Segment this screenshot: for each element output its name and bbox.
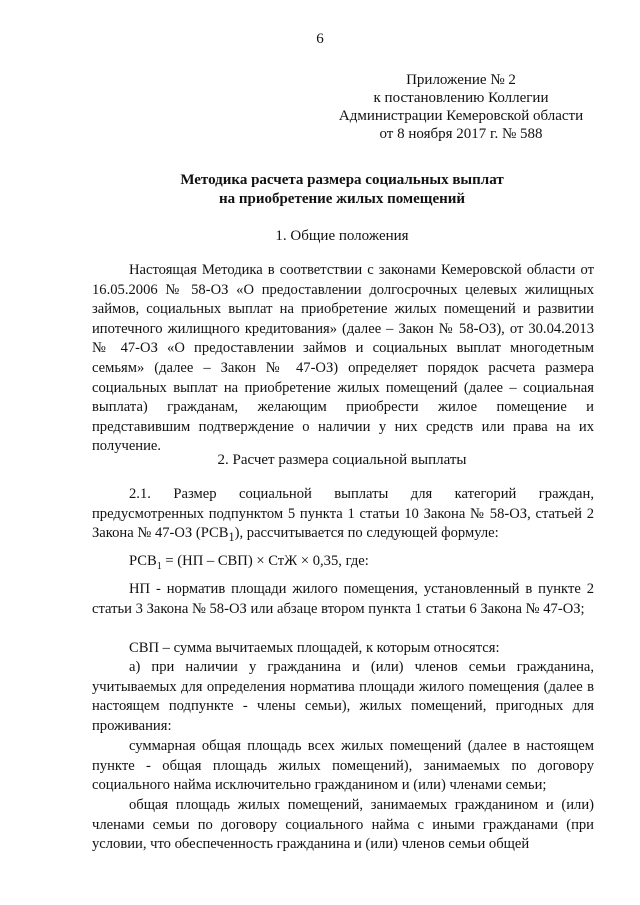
appendix-line-1: Приложение № 2: [406, 72, 516, 88]
document-title: [92, 171, 592, 209]
section-2-heading: 2. Расчет размера социальной выплаты: [217, 452, 467, 468]
formula-subscript: 1: [156, 560, 162, 572]
paragraph-2-1-text: 2.1. Размер социальной выплаты для категорий граждан, предусмотренных подпунктом 5 пункта 1 статьи 10 Закона № 58-ОЗ, статьей 2 Закона № 47-ОЗ (РСВ: [92, 486, 594, 542]
section-1-heading: 1. Общие положения: [275, 228, 409, 244]
paragraph-2-1-end: ), рассчитывается по следующей формуле:: [234, 525, 499, 542]
appendix-line-2: к постановлению Коллегии: [373, 90, 549, 106]
paragraph-2-1: [92, 485, 594, 548]
page-number: 6: [316, 31, 324, 47]
appendix-line-4: от 8 ноября 2017 г. № 588: [379, 126, 543, 142]
svp-definition: СВП – сумма вычитаемых площадей, к которым относятся:: [129, 640, 500, 656]
formula: [129, 552, 369, 572]
document-title-line-2: на приобретение жилых помещений: [218, 191, 466, 207]
appendix-block: [330, 71, 592, 143]
item-total-area: суммарная общая площадь всех жилых помещений (далее в настоящем пункте - общая площадь жилых помещений), занимаемых по договору социального найма исключительно гражданином и (или) членами семьи;: [92, 738, 594, 794]
item-a: а) при наличии у гражданина и (или) членов семьи гражданина, учитываемых для определения норматива площади жилого помещения (далее в настоящем подпункте - члены семьи), жилых помещений, пригодных для проживания:: [92, 659, 594, 734]
item-shared-area: общая площадь жилых помещений, занимаемых гражданином и (или) членами семьи по договору социального найма с иными гражданами (при условии, что обеспеченность гражданина и (или) членов семьи общей: [92, 797, 594, 853]
formula-right: = (НП – СВП) × СтЖ × 0,35, где:: [161, 553, 369, 569]
appendix-line-3: Администрации Кемеровской области: [338, 108, 584, 124]
np-definition: НП - норматив площади жилого помещения, установленный в пункте 2 статьи 3 Закона № 58-ОЗ или абзаце втором пункта 1 статьи 6 Закона № 47-ОЗ;: [92, 581, 594, 617]
formula-left: РСВ: [129, 553, 157, 569]
section-1-paragraph: Настоящая Методика в соответствии с законами Кемеровской области от 16.05.2006 № 58-ОЗ «О предоставлении долгосрочных целевых жилищных займов, социальных выплат на приобретение жилых помещений и развитии ипотечного жилищного кредитования» (далее – Закон № 58-ОЗ), от 30.04.2013 № 47-ОЗ «О предоставлении займов и социальных выплат многодетным семьям» (далее – Закон № 47-ОЗ) определяет порядок расчета размера социальных выплат на приобретение жилых помещений (далее – социальная выплата) гражданам, желающим приобрести жилое помещение и представившим подтверждение о наличии у них средств или права на их получение.: [92, 262, 594, 455]
paragraph-2-1-subscript: 1: [228, 530, 235, 545]
document-title-line-1: Методика расчета размера социальных выплат: [180, 172, 504, 188]
